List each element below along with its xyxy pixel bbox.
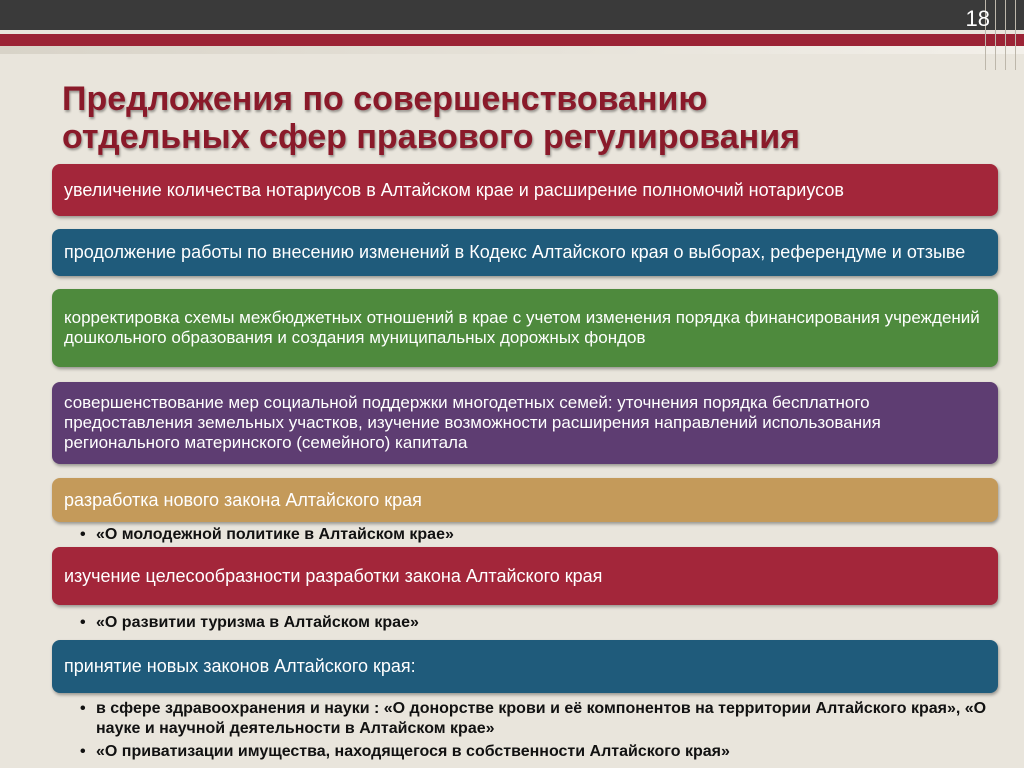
bullet-privatization: • «О приватизации имущества, находящегося в собственности Алтайского края» [80, 742, 1006, 762]
slide-number: 18 [965, 6, 990, 31]
proposal-box-feasibility [52, 547, 998, 605]
proposal-text: продолжение работы по внесению изменений в Кодекс Алтайского края о выборах, референдуме и отзыве [64, 242, 966, 262]
proposal-text: принятие новых законов Алтайского края: [64, 656, 416, 676]
bullet-healthcare-science: • в сфере здравоохранения и науки : «О донорстве крови и её компонентов на территории Алтайского края», «О науке и научной деятельности в Алтайском крае» [80, 699, 1006, 739]
accent-stripe-light [0, 46, 1024, 54]
proposal-box-large-families [52, 382, 998, 464]
proposal-text: изучение целесообразности разработки закона Алтайского края [64, 565, 603, 586]
proposal-text: увеличение количества нотариусов в Алтайском крае и расширение полномочий нотариусов [64, 179, 844, 200]
proposal-text: разработка нового закона Алтайского края [64, 489, 422, 510]
bullet-tourism: • «О развитии туризма в Алтайском крае» [80, 613, 1006, 633]
accent-stripe [0, 34, 1024, 46]
bullet-youth-policy: • «О молодежной политике в Алтайском крае» [80, 525, 1006, 545]
title-line-2: отдельных сфер правового регулирования [62, 118, 800, 156]
top-bar [0, 0, 1024, 30]
proposal-text: совершенствование мер социальной поддержки многодетных семей: уточнения порядка бесплатного предоставления земельных участков, изучение возможности расширения направлений использования регионального материнского (семейного) капитала [64, 393, 881, 452]
proposal-box-adopt-laws [52, 640, 998, 693]
proposal-text: корректировка схемы межбюджетных отношений в крае с учетом изменения порядка финансирования учреждений дошкольного образования и создания муниципальных дорожных фондов [64, 308, 980, 347]
slide-title [62, 80, 800, 156]
proposal-box-notaries [52, 164, 998, 216]
proposal-box-elections-code [52, 229, 998, 276]
proposal-box-new-law [52, 478, 998, 522]
proposal-box-interbudget [52, 289, 998, 367]
title-line-1: Предложения по совершенствованию [62, 80, 708, 118]
